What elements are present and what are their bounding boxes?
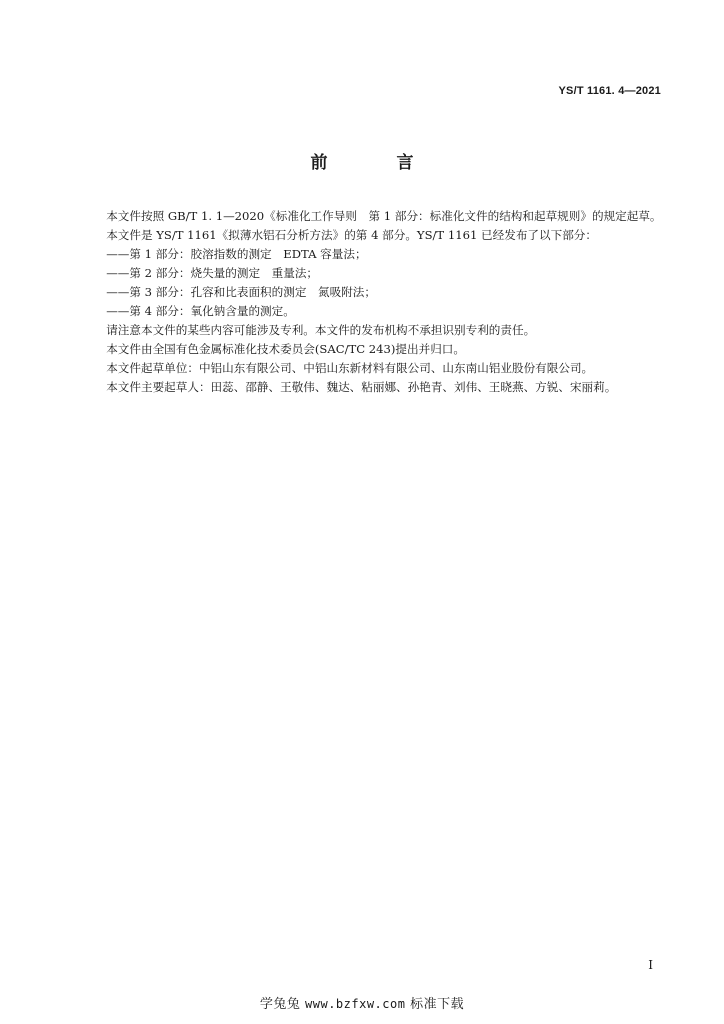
paragraph-drafting-rules: 本文件按照 GB/T 1. 1—2020《标准化工作导则 第 1 部分：标准化文件的结构和起草规则》的规定起草。 (106, 209, 662, 223)
footer-watermark (0, 993, 724, 1012)
paragraph-series-intro: 本文件是 YS/T 1161《拟薄水铝石分析方法》的第 4 部分。YS/T 1161 已经发布了以下部分： (106, 228, 597, 242)
list-item: ——第 2 部分：烧失量的测定 重量法； (106, 266, 319, 280)
paragraph-drafters: 本文件主要起草人：田蕊、邵静、王敬伟、魏达、粘丽娜、孙艳青、刘伟、王晓燕、方锐、宋丽莉。 (106, 380, 617, 394)
list-item: ——第 3 部分：孔容和比表面积的测定 氮吸附法； (106, 285, 376, 299)
footer-brand: 学兔兔 (259, 997, 301, 1012)
footer-tagline: 标准下载 (410, 997, 465, 1012)
list-item: ——第 1 部分：胶溶指数的测定 EDTA 容量法； (106, 247, 367, 261)
foreword-body (83, 207, 663, 397)
paragraph-patent-notice: 请注意本文件的某些内容可能涉及专利。本文件的发布机构不承担识别专利的责任。 (106, 323, 536, 337)
page-number: I (648, 958, 653, 972)
paragraph-proposer: 本文件由全国有色金属标准化技术委员会(SAC/TC 243)提出并归口。 (106, 342, 465, 356)
page-title: 前 言 (310, 153, 440, 173)
standard-number: YS/T 1161. 4—2021 (558, 85, 661, 97)
list-item: ——第 4 部分：氧化钠含量的测定。 (106, 304, 295, 318)
paragraph-drafting-units: 本文件起草单位：中铝山东有限公司、中铝山东新材料有限公司、山东南山铝业股份有限公司。 (106, 361, 594, 375)
footer-site-link[interactable]: www.bzfxw.com (305, 997, 406, 1011)
